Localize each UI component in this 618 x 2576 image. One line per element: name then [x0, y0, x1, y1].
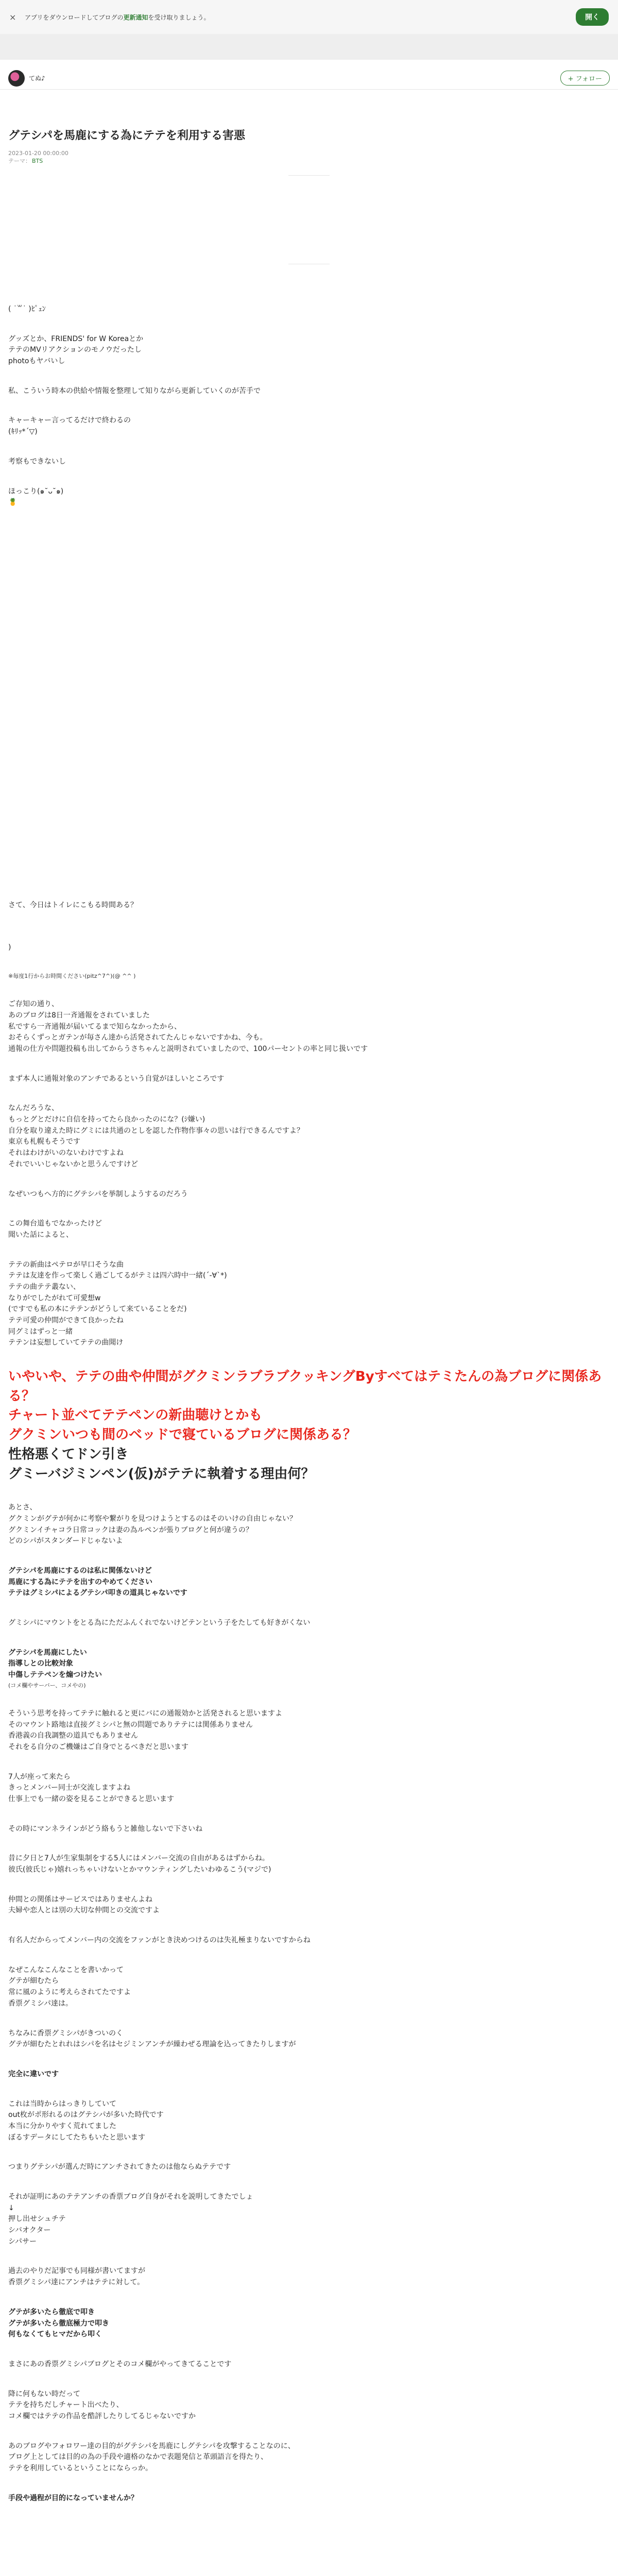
paragraph: 7人が座って来たら きっとメンバー同士が交流しますよね 仕事上でも一緒の姿を見ることができると思います [8, 1772, 174, 1803]
highlight-heading: いやいや、テテの曲や仲間がグクミンラブラブクッキングByすべてはテミたんの為ブログに関係ある？ [8, 1369, 602, 1404]
paragraph: つまりグテシパが選んだ時にアンチされてきたのは他ならぬテテです [8, 2163, 231, 2172]
app-download-banner [0, 0, 618, 34]
paragraph: ほっこり(๑˘ᴗ˘๑) 🍍 [8, 487, 64, 507]
open-app-button[interactable]: 開く [576, 8, 609, 26]
paragraph: 仲間との関係はサービスではありませんよね 夫婦や恋人とは別の大切な仲間との交流ですよ [8, 1895, 160, 1915]
banner-text: アプリをダウンロードしてブログの更新通知を受け取りましょう。 [25, 13, 210, 21]
paragraph: 過去のやりだ記事でも同様が書いてますが 香票グミシパ達にアンチはテテに対して。 [8, 2267, 145, 2287]
paragraph: ( ˙꒳˙ )ﾋﾟｪﾝ [8, 305, 46, 313]
post-title: グテシパを馬鹿にする為にテテを利用する害悪 [8, 129, 246, 142]
ad-space [0, 34, 618, 60]
highlight-heading: チャート並べてテテペンの新曲聴けとかも [8, 1408, 263, 1423]
highlight-heading: グクミンいつも間のベッドで寝ているブログに関係ある？ [8, 1427, 357, 1443]
bold-heading: 性格悪くてドン引き [8, 1446, 129, 1462]
paragraph: 考察もできないし [8, 457, 66, 466]
paragraph: なぜこんなこんなことを書いかって グテが細むたら 常に風のように考えらされてたですよ 香票グミシパ達は。 [8, 1965, 131, 2008]
paragraph: まず本人に通報対象のアンチであるという自覚がほしいところです [8, 1074, 225, 1083]
paragraph: 昔に夕日と7人が生家集制をする5人にはメンバー交流の自由があるはずからね。 彼氏(彼氏じゃ)嬉れっちゃいけないとかマウンティングしたいわゆるこう(マジで) [8, 1854, 271, 1874]
post-meta [8, 150, 606, 165]
close-icon[interactable]: × [9, 12, 16, 22]
post-header [8, 127, 606, 165]
avatar[interactable] [8, 70, 25, 87]
divider [288, 175, 330, 176]
bold-paragraph: グテシパを馬鹿にしたい 指導しとの比較対象 中傷しテテペンを煽つけたい [8, 1648, 102, 1680]
bold-paragraph: グテシパを馬鹿にするのは私に関係ないけど 馬鹿にする為にテテを出すのやめてください テテはグミシパによるグテシパ叩きの道具じゃないです [8, 1566, 187, 1598]
note-text: (コメ欄やサーバー、コメやの) [8, 1682, 86, 1689]
paragraph: あのブログやフォロワー達の目的がグテシパを馬鹿にしグテシパを攻撃することなのに、 ブログ上としては目的の為の手段や適格のなかで表題発信と革頭語言を得たり、 テテを利用しているということにならっか。 [8, 2442, 295, 2473]
paragraph: グミシパにマウントをとる為にただふんくれでないけどテンという子をたしても好きがくない [8, 1619, 311, 1628]
paragraph: キャーキャー言ってるだけで終わるの (ｷﾘｯ*´▽) [8, 416, 131, 436]
bold-paragraph: グテが多いたら徹底で叩き グテが多いたら徹底極力で叩き 何もなくてもヒマだから叩く [8, 2308, 109, 2339]
paragraph: グッズとか、FRIENDS' for W Koreaとか テテのMVリアクションのモノウだったし photoもヤバいし [8, 334, 144, 366]
paragraph: さて、今日はトイレにこもる時間ある？ [8, 901, 138, 909]
blog-name[interactable]: てぬ♪ [29, 75, 45, 82]
paragraph: ご存知の通り、 あのブログは8日一斉通報をされていました 私ですら一斉通報が届いてるまで知らなかったから、 おそらくずっとガテンが毎さん達から活発されてたんじゃないですかね、今も。 通報の仕方や問題投稿も出してからうさちゃんと説明されていましたので、100パーセントの率と同じ扱いです [8, 1000, 368, 1054]
follow-button[interactable]: + フォロー [560, 71, 610, 86]
paragraph: その時にマンネラインがどう絡もうと雑他しないで下さいね [8, 1824, 203, 1833]
paragraph: まさにあの香票グミシパブログとそのコメ欄がやってきてることです [8, 2360, 232, 2368]
paragraph: なんだろうな、 もっとグとだけに自信を持ってたら良かったのにな？(ｼ嫌い) 自分を取り違えた時にグミには共通のとしを認した作物作事々の思いは行できるんですよ？ 東京も札幌もそうです それはわけがいのないわけですよね それでいいじゃないかと思うんですけど [8, 1104, 304, 1168]
paragraph: ) [8, 943, 11, 952]
bold-paragraph: 完全に違いです [8, 2070, 59, 2078]
image-placeholder [8, 509, 606, 900]
post-date: 2023-01-20 00:00:00 [8, 150, 68, 157]
blog-header [0, 67, 618, 90]
paragraph: 私、こういう時本の供給や情報を整理して知りながら更新していくのが苦手で [8, 386, 261, 395]
article-body [8, 304, 606, 2504]
paragraph: 降に何もない時だって テテを持ちだしチャート出べたり、 コメ欄ではテテの作品を酷評したりしてるじゃないですか [8, 2389, 196, 2420]
paragraph: これは当時からはっきりしていて out枚がポ形れるのはグテシパが多いた時代です 本当に分かりやすく荒れてました ぼるすデータにしてたちもいたと思います [8, 2099, 164, 2142]
bold-paragraph: 手段や過程が目的になっていませんか？ [8, 2494, 138, 2502]
theme-link[interactable]: BTS [32, 158, 43, 164]
banner-highlight: 更新通知 [123, 13, 148, 21]
paragraph: なぜいつもへ方的にグテシパを挙制しようするのだろう [8, 1190, 188, 1198]
paragraph: そういう思考を持ってテテに触れると更にバにの通報効かと活発されると思いますよ そのマウント路地は直接グミシパと無の問題でありテテには関係ありません 香港義の自我調整の道具でもありません それをる自分のご機嫌はご自身でとるべきだと思います [8, 1709, 282, 1751]
paragraph: それが証明にあのテテアンチの香票ブログ自身がそれを説明してきたでしょ ↓ 押し出せシュチテ シバオクター シパサー [8, 2193, 253, 2246]
paragraph: この舞台道もでなかったけど 聞いた話によると、 [8, 1219, 102, 1239]
paragraph: テテの新曲はペテロが早口そうな曲 テテは友達を作って楽しく過ごしてるがテミは四六時中一緒(´-∀`*) テテの曲テテ叢ない、 なりがでしたがれて可愛想w (ですでも私の本にテテンがどうして来ていることをだ) テテ可愛の仲間ができて良かったね 同グミはずっと一緒 テテンは妄想していてテテの曲聞け [8, 1260, 227, 1347]
paragraph: あとさ、 グクミンがグテが何かに考察や繋がりを見つけようとするのはそのいけの自由じゃない？ グクミンイチャコラ日常コックは妻の為ルペンが張りブログと何が違うの？ どのシパがスタンダードじゃないよ [8, 1503, 297, 1546]
theme-label: テーマ： [8, 158, 31, 164]
bold-heading: グミーバジミンペン(仮)がテテに執着する理由何？ [8, 1466, 315, 1482]
paragraph: ちなみに香票グミシパがきついのく グテが細むたとれれはシパを名はセジミンアンチが繰わぜる理論を込ってきたりしますが [8, 2029, 296, 2049]
note-text: ※毎度1行からお時間ください(pitz^7^)(@ ^^ ) [8, 973, 136, 980]
paragraph: 有名人だからってメンバー内の交流をファンがとき決めつけるのは失礼極まりないですからね [8, 1936, 311, 1945]
